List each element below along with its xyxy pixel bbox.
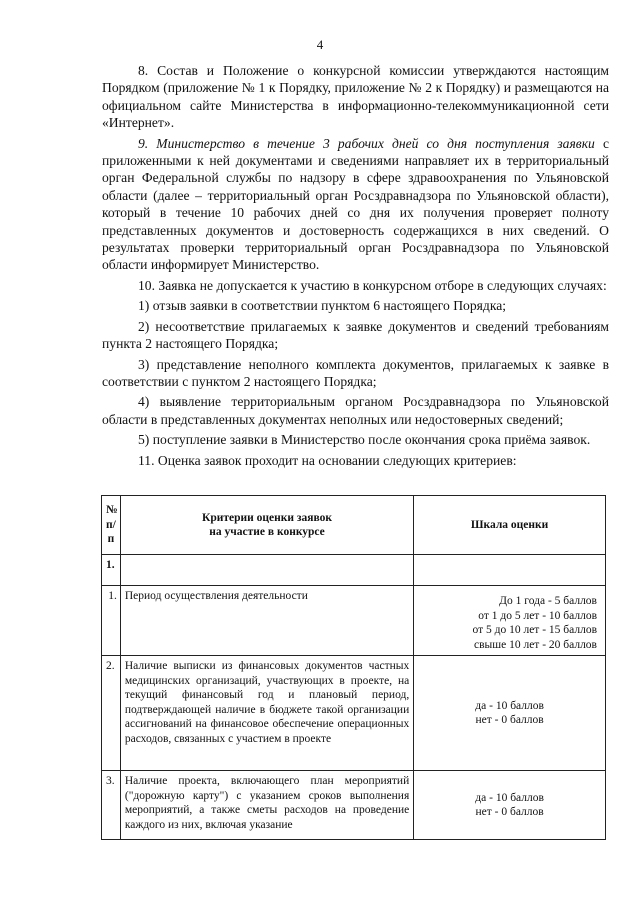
table-row — [102, 586, 606, 656]
page-number: 4 — [316, 37, 324, 52]
paragraph-11: 11. Оценка заявок проходит на основании следующих критериев: — [138, 452, 517, 468]
paragraph-10-item-4: 4) выявление территориальным органом Росздравнадзора по Ульяновской области в представленных документах неполных или недостоверных сведений; — [102, 394, 609, 427]
row-number: 1. — [102, 586, 121, 656]
paragraph-10-item-3: 3) представление неполного комплекта документов, прилагаемых к заявке в соответствии с пунктом 2 настоящего Порядка; — [102, 356, 609, 389]
paragraph-9-italic: 9. Министерство в течение 3 рабочих дней со дня поступления заявки — [138, 135, 595, 151]
table-section-row — [102, 555, 606, 586]
paragraph-9 — [102, 135, 609, 274]
row-criterion: Период осуществления деятельности — [120, 586, 413, 656]
row-scale: да - 10 баллов нет - 0 баллов — [414, 656, 606, 771]
paragraph-10-item-1: 1) отзыв заявки в соответствии пунктом 6 настоящего Порядка; — [138, 298, 507, 314]
paragraph-10: 10. Заявка не допускается к участию в конкурсном отборе в следующих случаях: — [138, 277, 607, 293]
table-row — [102, 656, 606, 771]
paragraph-10-item-2: 2) несоответствие прилагаемых к заявке документов и сведений требованиям пункта 2 настоящего Порядка; — [102, 318, 609, 352]
table-row — [102, 771, 606, 840]
document-body — [102, 62, 609, 469]
paragraph-10-item-5: 5) поступление заявки в Министерство после окончания срока приёма заявок. — [138, 432, 591, 448]
table-header-row — [102, 496, 606, 555]
section-empty-cell — [414, 555, 606, 586]
criteria-table — [101, 495, 606, 840]
row-criterion: Наличие проекта, включающего план мероприятий ("дорожную карту") с указанием сроков выполнения мероприятий, а также сметы расходов на проведение каждого из них, включая указание — [120, 771, 413, 840]
row-scale: До 1 года - 5 баллов от 1 до 5 лет - 10 баллов от 5 до 10 лет - 15 баллов свыше 10 лет - 20 баллов — [414, 586, 606, 656]
paragraph-9-rest: с приложенными к ней документами и сведениями направляет их в территориальный орган Федеральной службы по надзору в сфере здравоохранения по Ульяновской области (далее – территориальный орган Росздравнадзора по Ульяновской области), который в течение 10 рабочих дней со дня их получения проверяет полноту представленных документов и достоверность содержащихся в них сведений. О результатах проверки территориальный орган Росздравнадзора по Ульяновской области информирует Министерство. — [102, 135, 609, 273]
row-scale: да - 10 баллов нет - 0 баллов — [414, 771, 606, 840]
section-number: 1. — [102, 555, 121, 586]
section-empty-cell — [120, 555, 413, 586]
row-number: 2. — [102, 656, 121, 771]
row-number: 3. — [102, 771, 121, 840]
header-criteria: Критерии оценки заявок на участие в конкурсе — [120, 496, 413, 555]
header-number: № п/п — [102, 496, 121, 555]
header-scale: Шкала оценки — [414, 496, 606, 555]
row-criterion: Наличие выписки из финансовых документов частных медицинских организаций, участвующих в проекте, на текущий финансовый год и плановый период, подтверждающей наличие в бюджете такой организации ассигнований на финансовое обеспечение операционных расходов, связанных с участием в проекте — [120, 656, 413, 771]
paragraph-8: 8. Состав и Положение о конкурсной комиссии утверждаются настоящим Порядком (приложение № 1 к Порядку, приложение № 2 к Порядку) и размещаются на официальном сайте Министерства в информационно-телекоммуникационной сети «Интернет». — [102, 63, 609, 131]
